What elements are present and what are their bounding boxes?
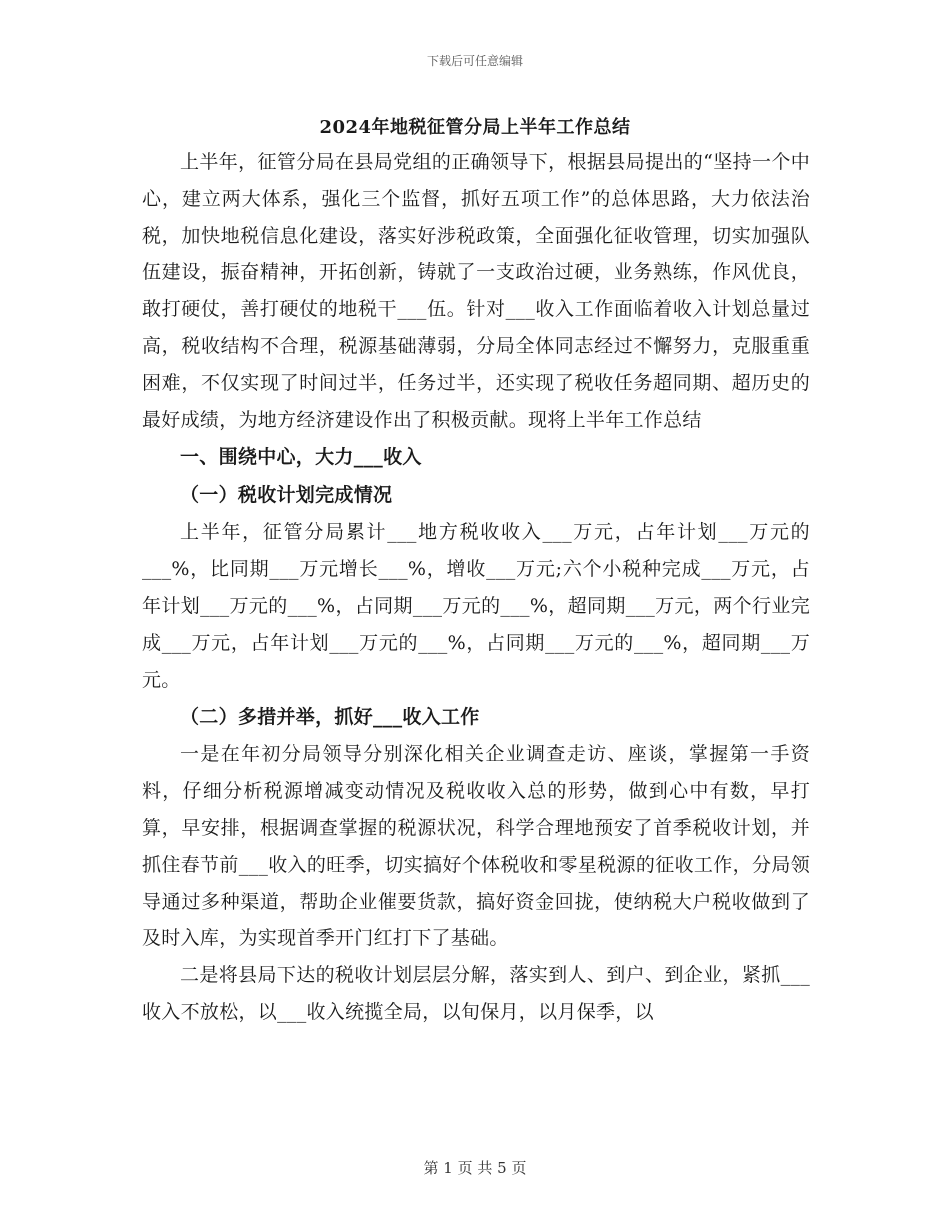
page-header-note: 下载后可任意编辑: [426, 54, 523, 68]
subsection-1-paragraph: 上半年，征管分局累计___地方税收收入___万元，占年计划___万元的___%，比同期___万元增长___%，增收___万元;六个小税种完成___万元，占年计划___万元的___%，占同期___万元的___%，超同期___万元，两个行业完成___万元，占年计划___万元的___%，占同期___万元的___%，超同期___万元。: [142, 521, 810, 691]
subsection-2-paragraph-1: 一是在年初分局领导分别深化相关企业调查走访、座谈，掌握第一手资料，仔细分析税源增减变动情况及税收收入总的形势，做到心中有数，早打算，早安排，根据调查掌握的税源状况，科学合理地预安了首季税收计划，并抓住春节前___收入的旺季，切实搞好个体税收和零星税源的征收工作，分局领导通过多种渠道，帮助企业催要货款，搞好资金回拢，使纳税大户税收做到了及时入库，为实现首季开门红打下了基础。: [142, 743, 810, 950]
section-1-heading: 一、围绕中心，大力___收入: [180, 446, 422, 469]
intro-paragraph: 上半年，征管分局在县局党组的正确领导下，根据县局提出的“坚持一个中心，建立两大体系，强化三个监督，抓好五项工作”的总体思路，大力依法治税，加快地税信息化建设，落实好涉税政策，全面强化征收管理，切实加强队伍建设，振奋精神，开拓创新，铸就了一支政治过硬，业务熟练，作风优良，敢打硬仗，善打硬仗的地税干___伍。针对___收入工作面临着收入计划总量过高，税收结构不合理，税源基础薄弱，分局全体同志经过不懈努力，克服重重困难，不仅实现了时间过半，任务过半，还实现了税收任务超同期、超历史的最好成绩，为地方经济建设作出了积极贡献。现将上半年工作总结: [142, 151, 810, 431]
page-number-footer: 第 1 页 共 5 页: [423, 1159, 527, 1177]
subsection-2-paragraph-2: 二是将县局下达的税收计划层层分解，落实到人、到户、到企业，紧抓___收入不放松，以___收入统揽全局，以旬保月，以月保季，以: [142, 964, 810, 1023]
document-title: 2024年地税征管分局上半年工作总结: [319, 117, 631, 138]
document-body: [142, 144, 810, 1031]
subsection-2-heading: （二）多措并举，抓好___收入工作: [180, 706, 480, 729]
subsection-1-heading: （一）税收计划完成情况: [180, 484, 393, 507]
